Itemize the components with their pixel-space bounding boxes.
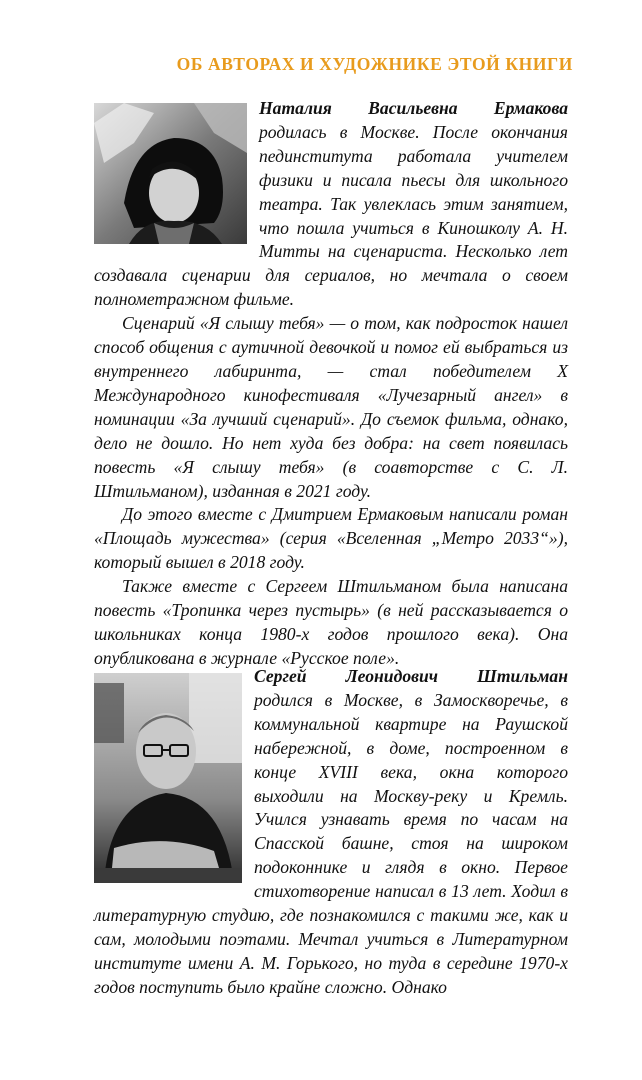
author-photo-ermakova — [94, 103, 247, 244]
author-name-ermakova: Наталия Васильевна Ермакова — [259, 98, 568, 118]
bio-ermakova-paragraph-4: Также вместе с Сергеем Штильманом была написана повесть «Тропинка через пустырь» (в ней рассказывается о школьниках конца 1980-х годов прошлого века). Она опубликована в журнале «Русское поле». — [94, 576, 568, 668]
bio-shtilman-lead: родился в Москве, в Замоскворечье, в коммунальной квартире на Раушской набережной, в доме, построенном в конце XVIII века, окна которого выходили на Москву-реку и Кремль. Учился узнавать время по часам на Спасской башне, стоя на широком подоконнике и глядя в окно. Первое стихотворение написал в 13 лет. Ходил в литературную студию, где познакомился с такими же, как и сам, молодыми поэтами. Мечтал учиться в Литературном институте имени А. М. Горького, но туда в середине 1970-х годов поступить было крайне сложно. Однако — [94, 689, 568, 997]
author-section-ermakova — [94, 97, 568, 671]
bio-ermakova-paragraph-2: Сценарий «Я слышу тебя» — о том, как подросток нашел способ общения с аутичной девочкой и помог ей выбраться из внутреннего лабиринта, — стал победителем X Международного кинофестиваля «Лучезарный ангел» в номинации «За лучший сценарий». До съемок фильма, однако, дело не дошло. Но нет худа без добра: на свет появилась повесть «Я слышу тебя» (в соавторстве с С. Л. Штильманом), изданная в 2021 году. — [94, 313, 568, 501]
bio-ermakova-lead: родилась в Москве. После окончания пединститута работала учителем физики и писала пьесы для школьного театра. Так увлеклась этим занятием, что пошла учиться в Киношколу А. Н. Митты на сценариста. Несколько лет создавала сценарии для сериалов, но мечтала о своем полнометражном фильме. — [94, 121, 568, 310]
author-section-shtilman — [94, 665, 568, 1000]
author-name-shtilman: Сергей Леонидович Штильман — [254, 666, 568, 686]
page-heading: ОБ АВТОРАХ И ХУДОЖНИКЕ ЭТОЙ КНИГИ — [176, 54, 573, 74]
bio-ermakova-paragraph-3: До этого вместе с Дмитрием Ермаковым написали роман «Площадь мужества» (серия «Вселенная „Метро 2033“»), который вышел в 2018 году. — [94, 504, 568, 573]
author-photo-shtilman — [94, 673, 242, 883]
